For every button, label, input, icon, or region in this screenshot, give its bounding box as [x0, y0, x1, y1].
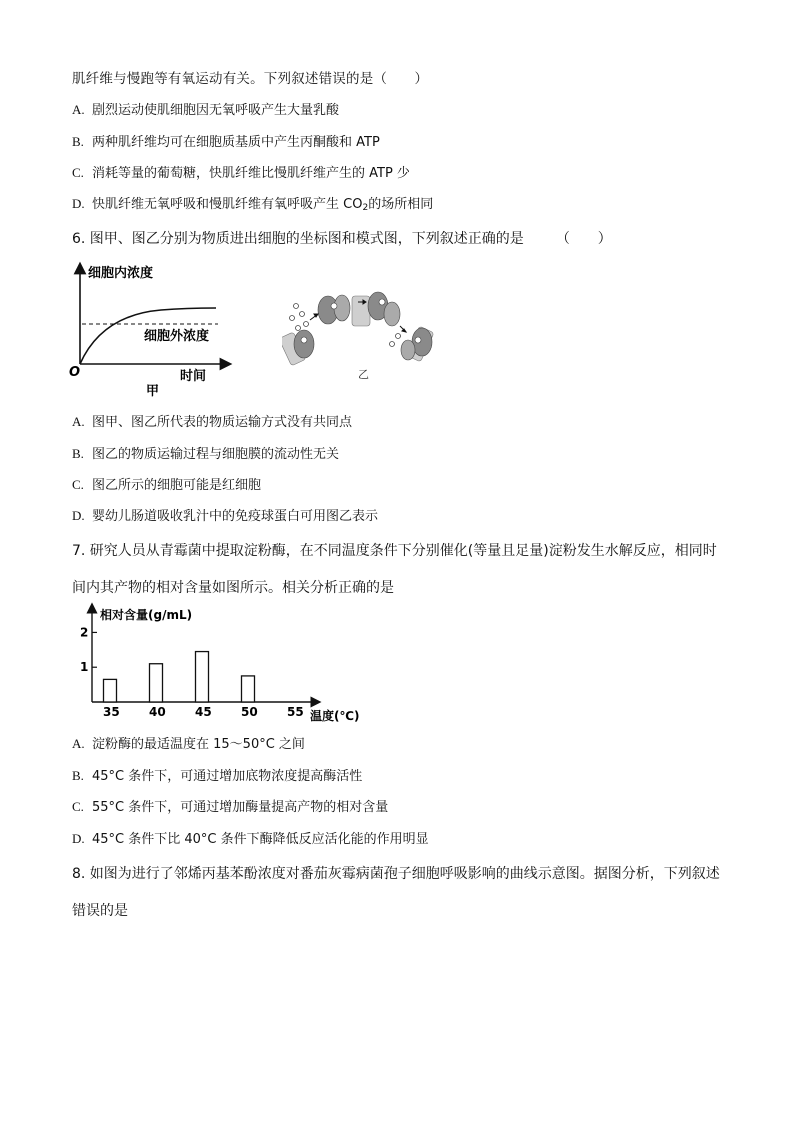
q5-option-b: B. 两种肌纤维均可在细胞质基质中产生丙酮酸和 ATP: [72, 134, 380, 150]
answer-paren: （ ）: [555, 231, 612, 247]
q7-option-b: B. 45°C 条件下，可通过增加底物浓度提高酶活性: [72, 768, 363, 784]
q8-stem-line2: 错误的是: [72, 903, 128, 919]
figure-yi: [282, 288, 442, 383]
q6-option-a: A. 图甲、图乙所代表的物质运输方式没有共同点: [72, 414, 353, 430]
bar-35: [104, 679, 117, 702]
q7-option-c: C. 55°C 条件下，可通过增加酶量提高产物的相对含量: [72, 799, 389, 815]
y-tick-label: 2: [80, 625, 89, 640]
jia-caption: 甲: [146, 384, 160, 398]
x-tick-label: 35: [103, 705, 120, 719]
q5-option-d: D. 快肌纤维无氧呼吸和慢肌纤维有氧呼吸产生 $CO_2$的场所相同: [72, 196, 434, 213]
q6-option-d: D. 婴幼儿肠道吸收乳汁中的免疫球蛋白可用图乙表示: [72, 508, 379, 524]
bar-50: [242, 676, 255, 702]
figure-jia: [66, 258, 236, 398]
x-tick-label: 45: [195, 705, 212, 719]
jia-origin: O: [69, 365, 81, 380]
q5-stem: 肌纤维与慢跑等有氧运动有关。下列叙述错误的是（ ）: [72, 71, 429, 87]
chart-y-label: 相对含量(g/mL): [100, 608, 193, 622]
q8-stem-line1: 8. 如图为进行了邻烯丙基苯酚浓度对番茄灰霉病菌孢子细胞呼吸影响的曲线示意图。据图分析，下列叙述: [72, 866, 720, 882]
q7-option-d: D. 45°C 条件下比 40°C 条件下酶降低反应活化能的作用明显: [72, 831, 429, 847]
q7-bar-chart: [70, 602, 370, 730]
q7-option-a: A. 淀粉酶的最适温度在 15～50°C 之间: [72, 736, 305, 752]
y-tick-label: 1: [80, 660, 89, 675]
chart-x-label: 温度(℃): [310, 709, 360, 723]
x-tick-label: 40: [149, 705, 166, 719]
q5-option-a: A. 剧烈运动使肌细胞因无氧呼吸产生大量乳酸: [72, 102, 340, 118]
jia-x-label: 时间: [180, 369, 207, 384]
q5-option-c: C. 消耗等量的葡萄糖，快肌纤维比慢肌纤维产生的 ATP 少: [72, 165, 410, 181]
x-tick-label: 50: [241, 705, 258, 719]
q7-stem-line1: 7. 研究人员从青霉菌中提取淀粉酶，在不同温度条件下分别催化(等量且足量)淀粉发生水解反应，相同时: [72, 543, 717, 559]
q7-stem-line2: 间内其产物的相对含量如图所示。相关分析正确的是: [72, 580, 394, 596]
q6-option-c: C. 图乙所示的细胞可能是红细胞: [72, 477, 262, 493]
bar-45: [196, 652, 209, 702]
jia-dashed-label: 细胞外浓度: [144, 329, 210, 344]
yi-caption: 乙: [358, 368, 369, 381]
q6-option-b: B. 图乙的物质运输过程与细胞膜的流动性无关: [72, 446, 340, 462]
q6-stem: 6. 图甲、图乙分别为物质进出细胞的坐标图和模式图，下列叙述正确的是 （ ）: [72, 231, 612, 247]
jia-y-label: 细胞内浓度: [88, 266, 154, 281]
bar-40: [150, 664, 163, 702]
x-tick-label: 55: [287, 705, 304, 719]
